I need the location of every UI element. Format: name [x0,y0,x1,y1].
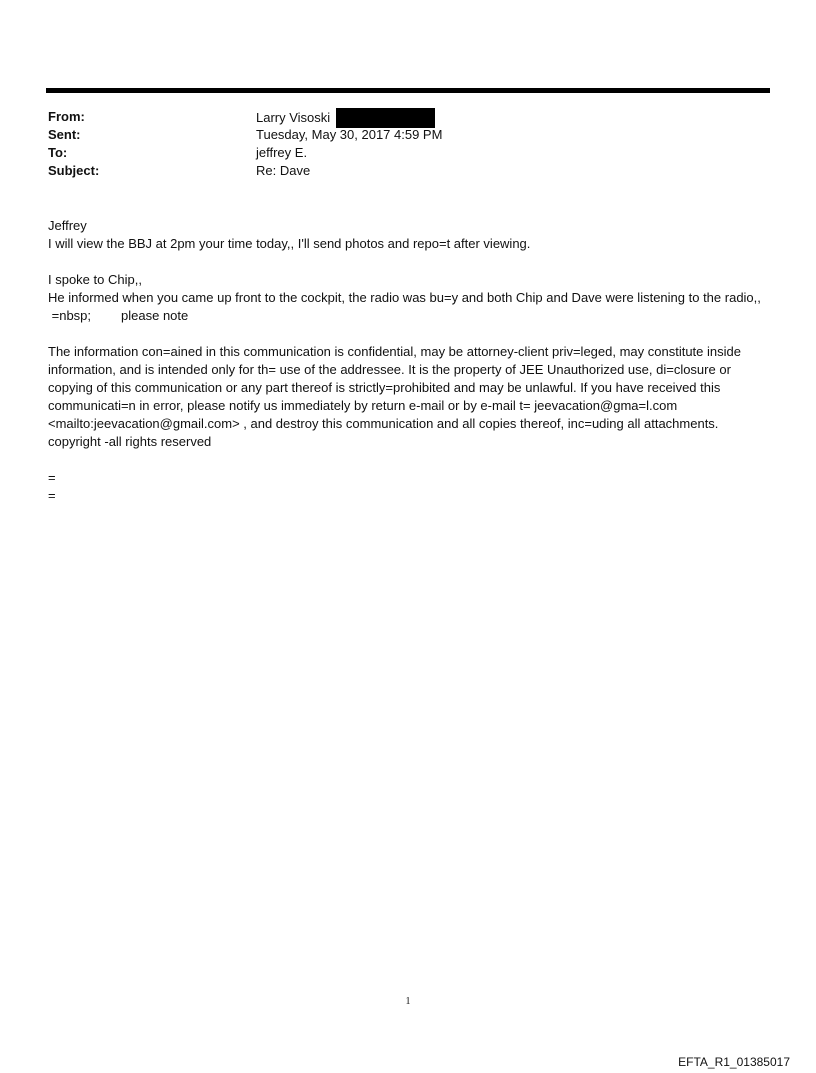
to-row [48,144,442,162]
from-value [256,108,435,126]
note-line [48,307,768,325]
note-text: please note [121,308,189,323]
sent-label: Sent: [48,127,81,142]
page-number: 1 [405,996,411,1007]
bates-number: EFTA_R1_01385017 [678,1055,790,1069]
redaction-box [336,108,435,128]
to-value: jeffrey E. [256,145,308,160]
subject-label: Subject: [48,163,100,178]
body-line-2: I spoke to Chip,, [48,272,142,287]
greeting: Jeffrey [48,218,87,233]
sent-row [48,126,442,144]
sent-value: Tuesday, May 30, 2017 4:59 PM [256,127,443,142]
email-body [48,217,768,505]
to-label: To: [48,145,68,160]
subject-value: Re: Dave [256,163,311,178]
body-line-1: I will view the BBJ at 2pm your time today,, I'll send photos and repo=t after viewing. [48,236,531,251]
disclaimer: The information con=ained in this communication is confidential, may be attorney-client priv=leged, may constitute inside information, and is intended only for th= use of the addressee. It is the property of JEE Unauthorized use, di=closure or copying of this communication or any part thereof is strictly=prohibited and may be unlawful. If you have received this communicati=n in error, please notify us immediately by return e-mail or by e-mail t= jeevacation@gma=l.com <mailto:jeevacation@gmail.com> , and destroy this communication and all copies thereof, inc=uding all attachments. copyright -all rights reserved [48,344,741,449]
header-rule [46,88,770,93]
from-label: From: [48,109,85,124]
from-name: Larry Visoski [256,110,331,125]
equals-line-2: = [48,488,56,503]
body-line-3: He informed when you came up front to the cockpit, the radio was bu=y and both Chip and Dave were listening to the radio,, [48,290,761,305]
email-header [48,108,442,180]
nbsp-text: =nbsp; [51,308,92,323]
equals-line-1: = [48,470,56,485]
subject-row [48,162,442,180]
from-row [48,108,442,126]
